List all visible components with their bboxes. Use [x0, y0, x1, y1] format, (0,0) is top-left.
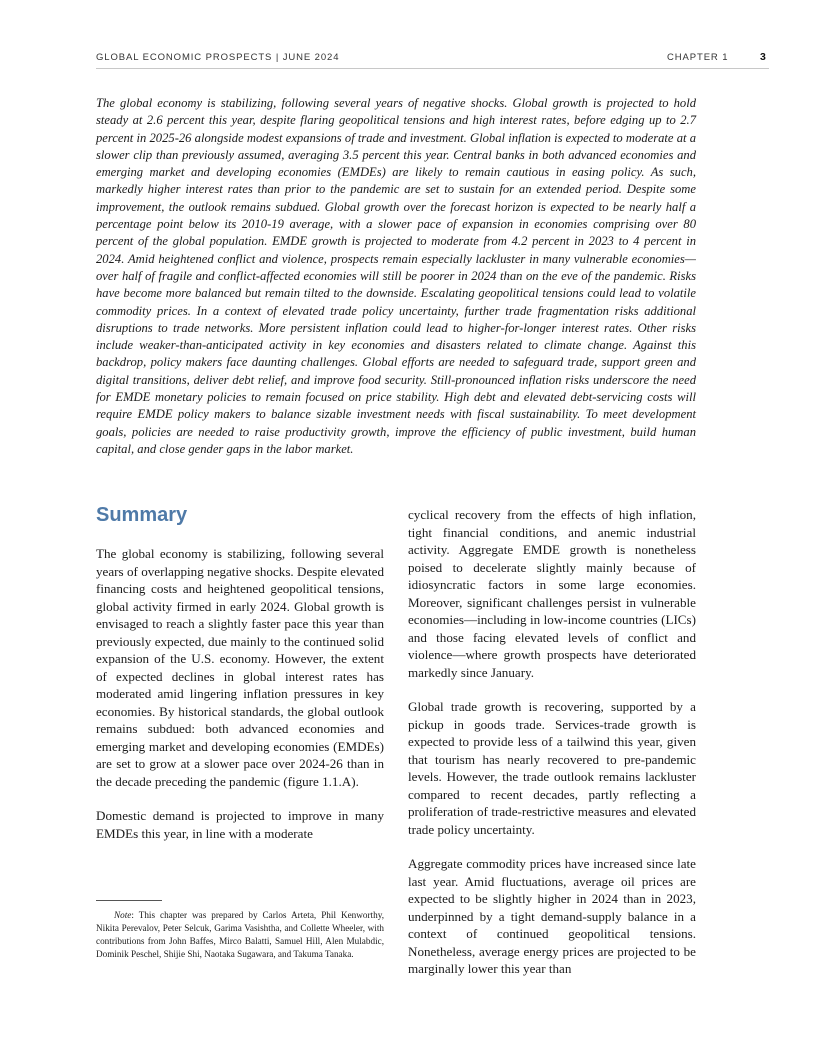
page-number: 3: [760, 51, 766, 63]
footnote-divider: [96, 900, 162, 901]
publication-title: GLOBAL ECONOMIC PROSPECTS | JUNE 2024: [96, 52, 340, 63]
footnote: [96, 909, 384, 961]
chapter-label: CHAPTER 1: [667, 52, 729, 63]
left-column: [96, 545, 384, 859]
running-header: [96, 52, 769, 69]
body-paragraph: The global economy is stabilizing, following several years of overlapping negative shocks. Despite elevated financing costs and heightened geopolitical tensions, global activity firmed in early 2024. Global growth is envisaged to reach a slightly faster pace this year than previously expected, due mainly to the continued solid expansion of the U.S. economy. However, the extent of expected declines in global interest rates has moderated amid lingering inflation pressures in key economies. By historical standards, the global outlook remains subdued: both advanced economies and emerging market and developing economies (EMDEs) are set to grow at a slower pace over 2024-26 than in the decade preceding the pandemic (figure 1.1.A).: [96, 546, 384, 789]
body-paragraph: cyclical recovery from the effects of high inflation, tight financial conditions, and anemic industrial activity. Aggregate EMDE growth is nonetheless poised to decelerate slightly mainly because of idiosyncratic factors in some large economies. Moreover, significant challenges persist in vulnerable economies—including in low-income countries (LICs) and those facing elevated levels of conflict and violence—where growth prospects have deteriorated markedly since January.: [408, 507, 696, 680]
chapter-abstract: The global economy is stabilizing, following several years of negative shocks. Global growth is projected to hold steady at 2.6 percent this year, despite flaring geopolitical tensions and high interest rates, before edging up to 2.7 percent in 2025-26 alongside modest expansions of trade and investment. Global inflation is expected to moderate at a slower clip than previously assumed, averaging 3.5 percent this year. Central banks in both advanced economies and emerging market and developing economies (EMDEs) are likely to remain cautious in easing policy. As such, markedly higher interest rates than prior to the pandemic are set to sustain for an extended period. Despite some improvement, the outlook remains subdued. Global growth over the forecast horizon is expected to be nearly half a percentage point below its 2010-19 average, with a slower pace of expansion in economies comprising over 80 percent of the global population. EMDE growth is projected to moderate from 4.2 percent in 2023 to 4 percent in 2024. Amid heightened conflict and violence, prospects remain especially lackluster in many vulnerable economies—over half of fragile and conflict-affected economies will still be poorer in 2024 than on the eve of the pandemic. Risks have become more balanced but remain tilted to the downside. Escalating geopolitical tensions could lead to volatile commodity prices. In a context of elevated trade policy uncertainty, further trade fragmentation risks additional disruptions to trade networks. More persistent inflation could lead to higher-for-longer interest rates. Other risks include weaker-than-anticipated activity in key economies and disasters related to climate change. Against this backdrop, policy makers face daunting challenges. Global efforts are needed to safeguard trade, support green and digital transitions, deliver debt relief, and improve food security. Still-pronounced inflation risks underscore the need for EMDE monetary policies to remain focused on price stability. High debt and elevated debt-servicing costs will require EMDE policy makers to balance sizable investment needs with fiscal sustainability. To meet development goals, policies are needed to raise productivity growth, improve the efficiency of public investment, build human capital, and close gender gaps in the labor market.: [96, 96, 696, 456]
body-paragraph: Aggregate commodity prices have increased since late last year. Amid fluctuations, average oil prices are expected to be slightly higher in 2024 than in 2023, underpinned by a tight demand-supply balance in a context of continued geopolitical tensions. Nonetheless, average energy prices are projected to be marginally lower this year than: [408, 856, 696, 976]
body-paragraph: Domestic demand is projected to improve in many EMDEs this year, in line with a moderate: [96, 808, 384, 841]
footnote-label: Note: [114, 910, 132, 920]
body-paragraph: Global trade growth is recovering, supported by a pickup in goods trade. Services-trade growth is expected to provide less of a tailwind this year, given that tourism has nearly recovered to pre-pandemic levels. However, the trade outlook remains lackluster compared to recent decades, partly reflecting a proliferation of trade-restrictive measures and elevated trade policy uncertainty.: [408, 699, 696, 837]
right-column: [408, 506, 696, 995]
section-heading-summary: Summary: [96, 504, 188, 526]
footnote-text: : This chapter was prepared by Carlos Arteta, Phil Kenworthy, Nikita Perevalov, Peter Selcuk, Garima Vasishtha, and Collette Wheeler, with contributions from John Baffes, Mirco Balatti, Samuel Hill, Alen Mulabdic, Dominik Peschel, Shijie Shi, Naotaka Sugawara, and Takuma Tanaka.: [96, 910, 384, 959]
